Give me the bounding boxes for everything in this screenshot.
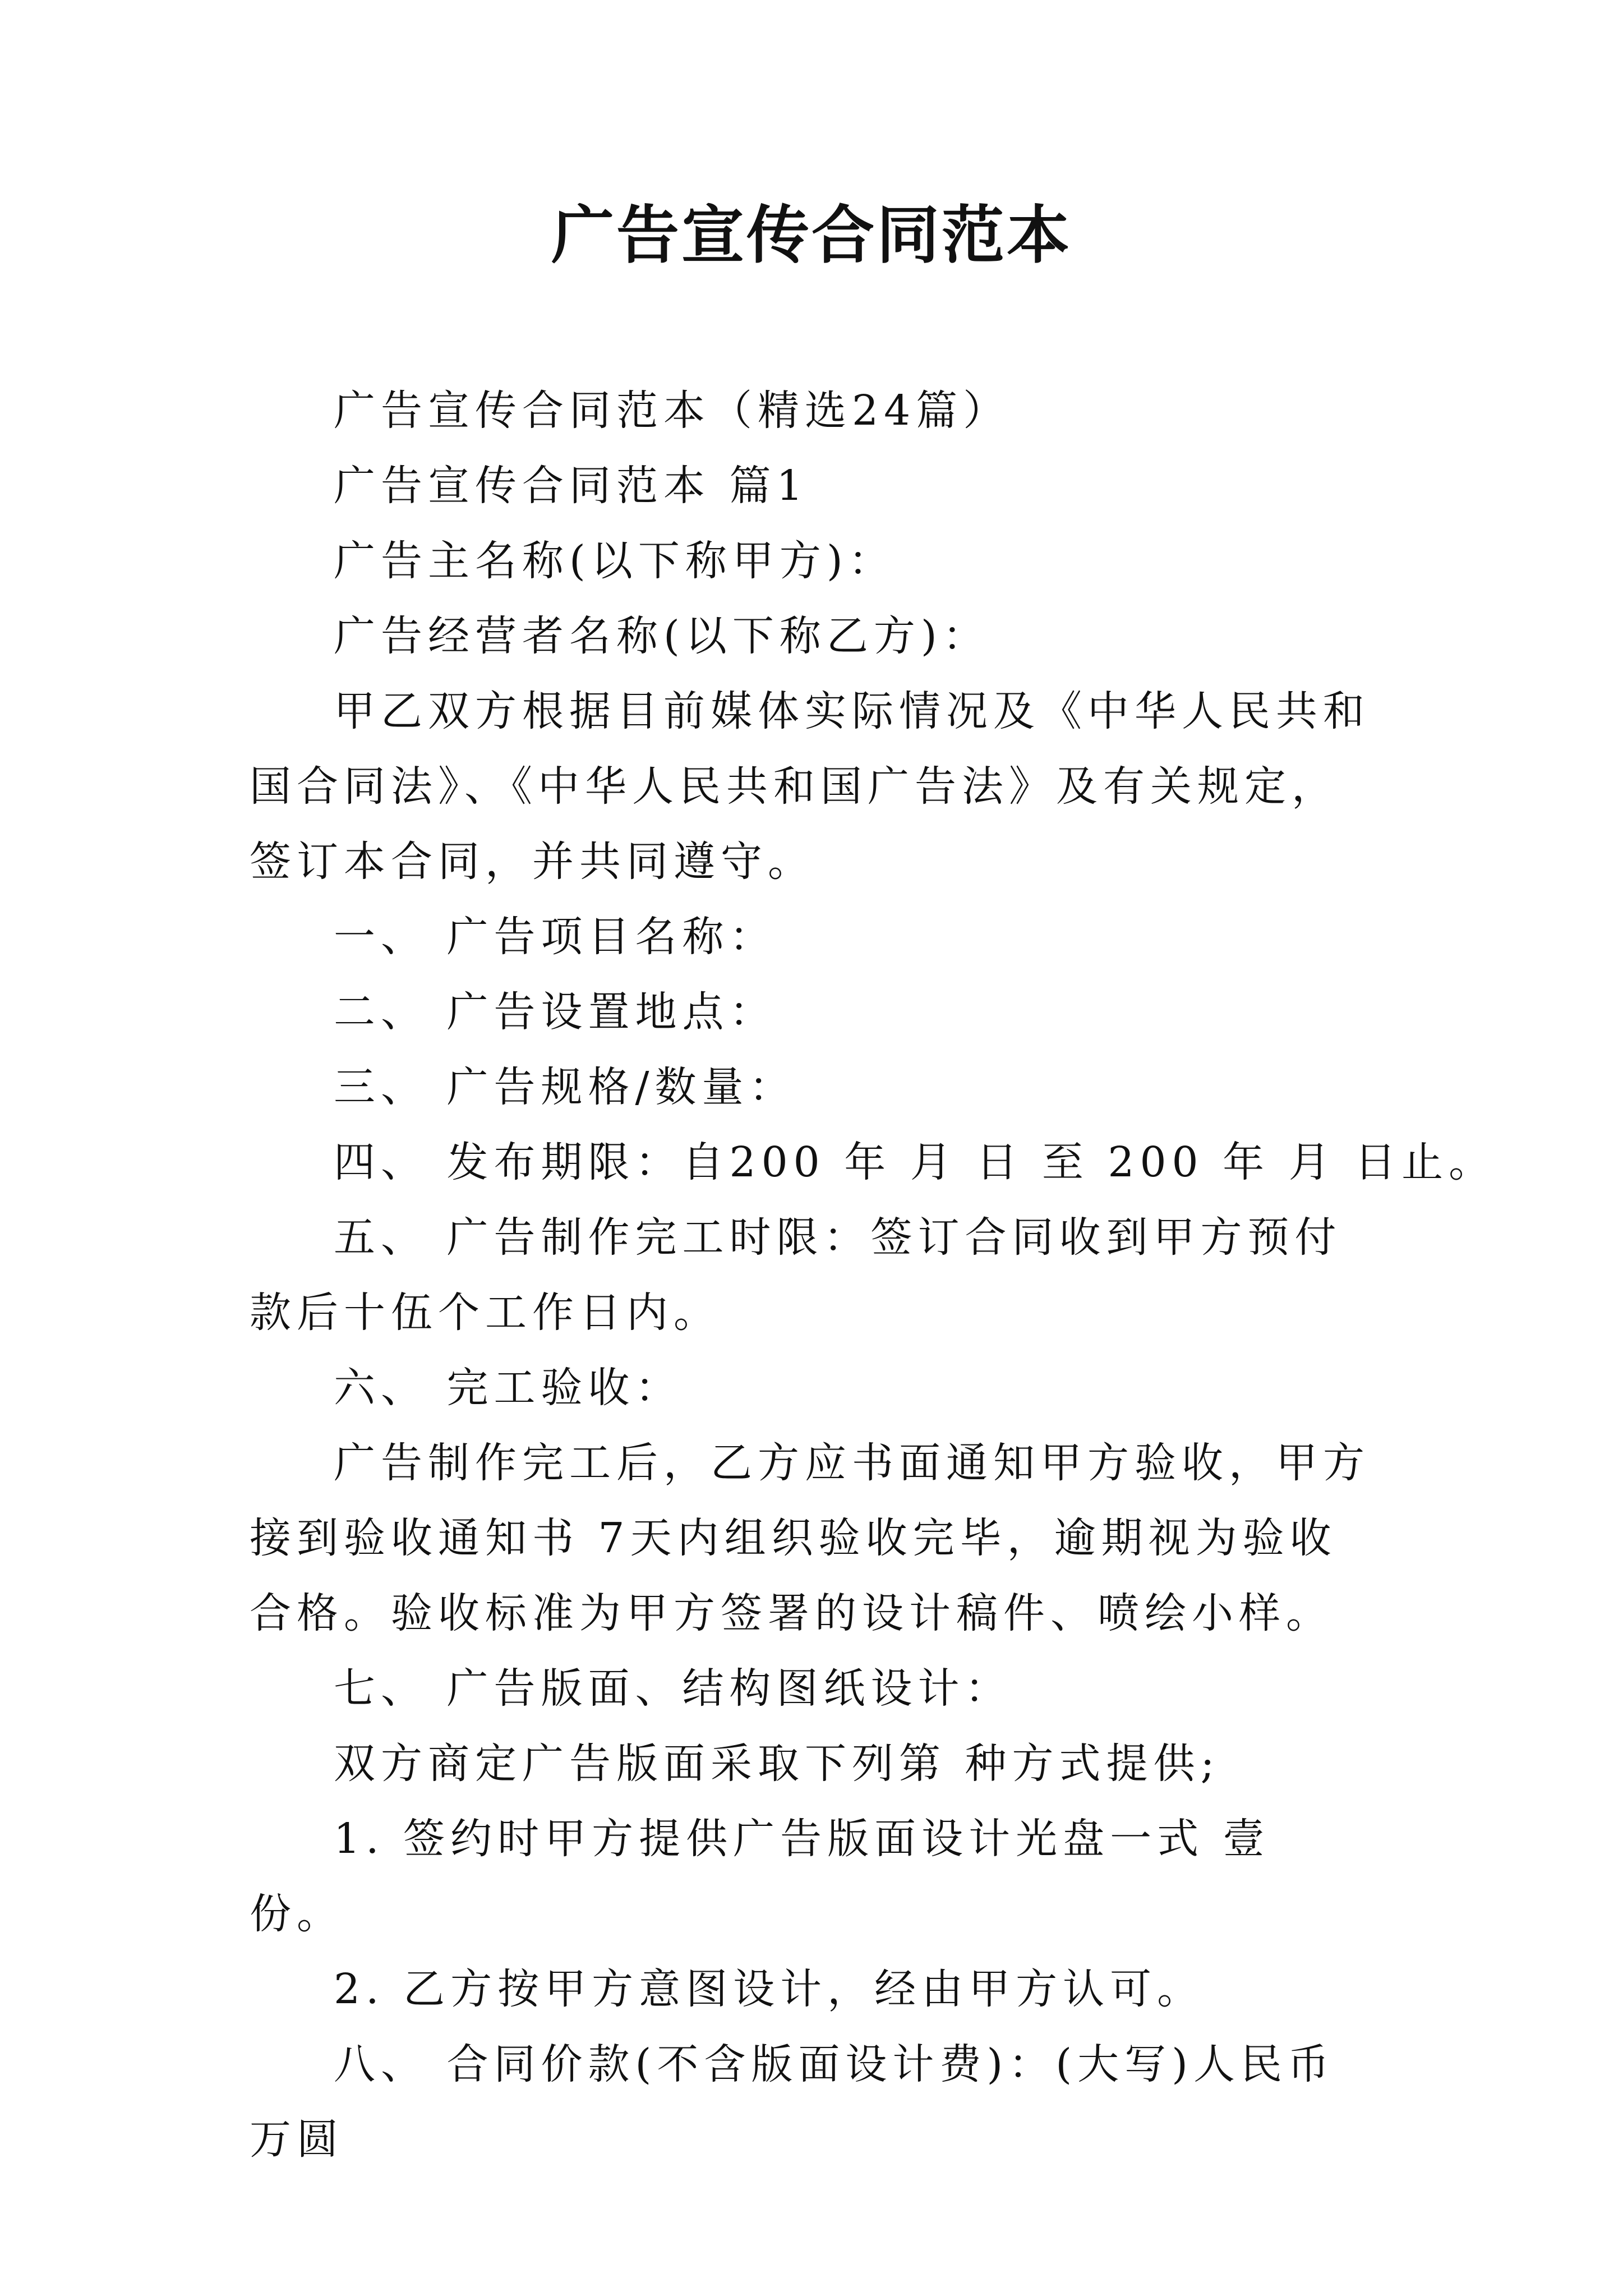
paragraph-clause-6: 六、 完工验收：: [334, 1364, 683, 1412]
paragraph-clause-4: 四、 发布期限：自200 年 月 日 至 200 年 月 日止。: [334, 1138, 1496, 1186]
document-title: 广告宣传合同范本: [551, 199, 1072, 272]
paragraph-section-heading: 广告宣传合同范本 篇1: [334, 462, 809, 510]
paragraph-subtitle: 广告宣传合同范本（精选24篇）: [334, 386, 1011, 435]
paragraph-party-a: 广告主名称(以下称甲方)：: [334, 537, 896, 585]
paragraph-preamble: 甲乙双方根据目前媒体实际情况及《中华人民共和国合同法》、《中华人民共和国广告法》及有关规定，签订本合同，并共同遵守。: [250, 687, 1370, 886]
paragraph-clause-7: 七、 广告版面、结构图纸设计：: [334, 1664, 1012, 1713]
paragraph-clause-3: 三、 广告规格/数量：: [334, 1063, 796, 1111]
paragraph-party-b: 广告经营者名称(以下称乙方)：: [334, 612, 990, 660]
document-body: [250, 373, 1496, 2177]
paragraph-clause-2: 二、 广告设置地点：: [334, 988, 777, 1036]
paragraph-clause-5: 五、 广告制作完工时限：签订合同收到甲方预付款后十伍个工作日内。: [250, 1213, 1342, 1337]
paragraph-design-method: 双方商定广告版面采取下列第 种方式提供;: [334, 1740, 1220, 1788]
paragraph-design-option-1: 1. 签约时甲方提供广告版面设计光盘一式 壹 份。: [250, 1815, 1289, 1938]
paragraph-acceptance: 广告制作完工后，乙方应书面通知甲方验收，甲方接到验收通知书 7天内组织验收完毕，逾期视为验收合格。验收标准为甲方签署的设计稿件、喷绘小样。: [250, 1439, 1370, 1637]
paragraph-design-option-2: 2. 乙方按甲方意图设计，经由甲方认可。: [334, 1965, 1205, 2013]
paragraph-clause-8: 八、 合同价款(不含版面设计费)：(大写)人民币 万圆: [250, 2040, 1354, 2164]
paragraph-clause-1: 一、 广告项目名称：: [334, 913, 777, 961]
